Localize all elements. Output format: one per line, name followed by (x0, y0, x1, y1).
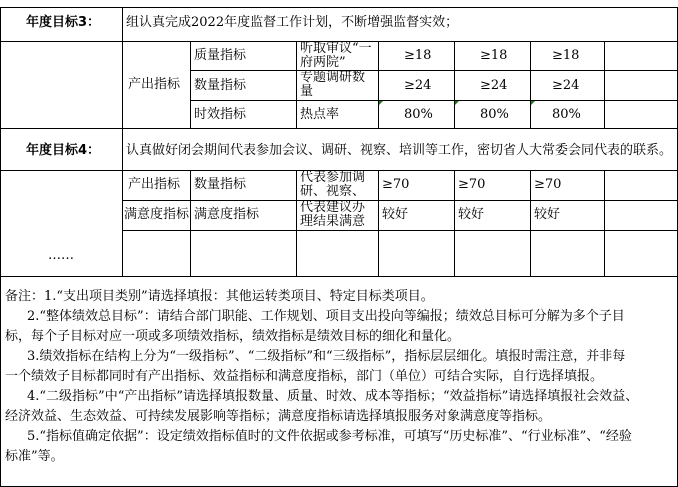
rule (0, 7, 678, 8)
goal4-label: 年度目标4： (26, 143, 101, 158)
rule (190, 170, 191, 276)
notes (5, 287, 673, 467)
rule (454, 170, 455, 276)
rule (296, 41, 297, 128)
note-line: 经济效益、生态效益、可持续发展影响等指标；满意度指标请选择填报服务对象满意度等指标。 (5, 409, 552, 424)
goal4-value: ≥70 (382, 177, 410, 192)
rule (530, 41, 531, 128)
rule (604, 170, 605, 276)
goal3-sub-time: 时效指标 (194, 107, 247, 122)
goal3-sub-quality: 质量指标 (194, 48, 247, 63)
goal3-name-time: 热点率 (300, 107, 340, 122)
rule (190, 41, 191, 128)
goal3-value: ≥24 (480, 78, 508, 93)
goal4-value: 较好 (458, 207, 485, 222)
goal3-sub-quantity: 数量指标 (194, 78, 247, 93)
note-line: 一个绩效子目标都同时有产出指标、效益指标和满意度指标，部门（单位）可结合实际，自行选择填报。 (5, 369, 604, 384)
goal3-value: ≥18 (552, 48, 580, 63)
goal4-sub: 数量指标 (194, 177, 247, 192)
rule (122, 230, 678, 231)
goal3-label: 年度目标3： (26, 15, 101, 30)
note-line: 标，每个子目标对应一项或多项绩效指标，绩效指标是绩效目标的细化和量化。 (5, 329, 461, 344)
goal3-category: 产出指标 (128, 77, 181, 92)
goal4-name: 代表参加调研、视察、 (300, 171, 366, 199)
goal3-value: ≥18 (480, 48, 508, 63)
goal3-value: 80% (552, 107, 581, 122)
note-line: 2.“整体绩效总目标”：请结合部门职能、工作规划、项目支出投向等编报；绩效总目标可分解为多个子目 (27, 309, 625, 324)
goal4-value: ≥70 (534, 177, 562, 192)
goal3-name-quality: 听取审议“一府两院” (300, 42, 372, 70)
goal3-value: 80% (480, 107, 509, 122)
rule (122, 200, 678, 201)
note-line: 5.“指标值确定依据”：设定绩效指标值时的文件依据或参考标准，可填写“历史标准”、“行业标准”、“经验 (27, 429, 632, 444)
goal3-value: ≥24 (404, 78, 432, 93)
goal4-value: 较好 (382, 207, 409, 222)
cell-marker (531, 101, 535, 105)
goal3-text: 组认真完成2022年度监督工作计划，不断增强监督实效； (126, 15, 459, 30)
rule (378, 41, 379, 128)
rule (454, 41, 455, 128)
ellipsis: …… (48, 248, 74, 263)
goal4-text: 认真做好闭会期间代表参加会议、调研、视察、培训等工作，密切省人大常委会同代表的联系。 (126, 143, 673, 158)
cell-marker (455, 101, 459, 105)
goal4-category: 满意度指标 (124, 207, 190, 222)
goal3-value: 80% (404, 107, 433, 122)
goal3-value: ≥24 (552, 78, 580, 93)
goal4-sub: 满意度指标 (194, 207, 260, 222)
rule (0, 128, 678, 129)
rule (0, 276, 678, 277)
note-line: 3.绩效指标在结构上分为“一级指标”、“二级指标”和“三级指标”，指标层层细化。填报时需注意，并非每 (27, 349, 626, 364)
rule (122, 7, 123, 276)
rule (530, 170, 531, 276)
rule (296, 170, 297, 276)
goal4-value: ≥70 (458, 177, 486, 192)
goal3-value: ≥18 (404, 48, 432, 63)
note-line: 4.“二级指标”中“产出指标”请选择填报数量、质量、时效、成本等指标；“效益指标”请选择填报社会效益、 (27, 389, 639, 404)
rule (378, 170, 379, 276)
goal4-name: 代表建议办理结果满意 (300, 201, 366, 229)
rule (0, 7, 1, 487)
cell-marker (379, 101, 383, 105)
goal4-value: 较好 (534, 207, 561, 222)
goal4-category: 产出指标 (128, 177, 181, 192)
note-line: 标准”等。 (5, 449, 64, 464)
goal3-name-quantity: 专题调研数量 (300, 71, 366, 99)
note-line: 备注：1.“支出项目类别”请选择填报：其他运转类项目、特定目标类项目。 (5, 289, 434, 304)
rule (604, 41, 605, 128)
